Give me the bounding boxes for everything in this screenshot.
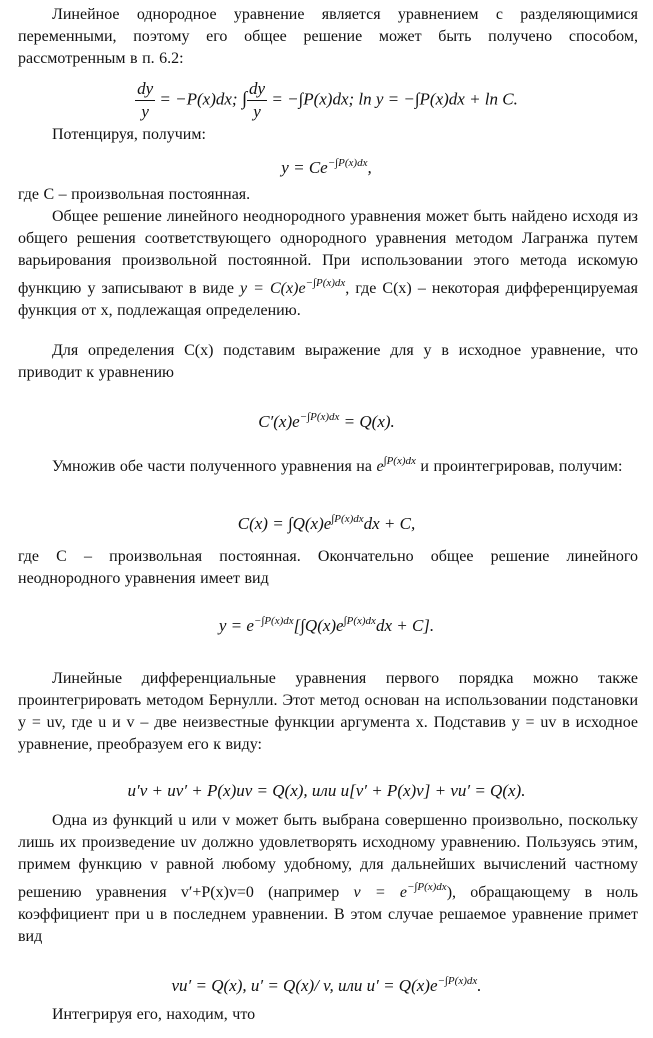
inline-formula-v: $v = e^{-\int P(x)dx}$: [353, 881, 447, 901]
equation-u-prime: vu′ = Q(x), u′ = Q(x)/ v, или $u' = Q(x)e^{-\int P(x)dx}$.: [171, 975, 482, 995]
fraction-dy-y: $\frac{dy}{y}$: [137, 79, 154, 121]
paragraph-multiply: Умножив обе части полученного уравнения на $e^{\int P(x)dx}$ и проинтегрировав, получим:: [52, 455, 623, 475]
paragraph-bernoulli-method: Линейные дифференциальные уравнения первого порядка можно также проинтегрировать методом Бернулли. Этот метод основан на использовании подстановки y = uv, где u и v – две неизвестные функции аргумента x. Подставив y = uv в исходное уравнение, преобразуем его к виду:: [18, 670, 638, 753]
equation-bernoulli-substitution: u′v + uv′ + P(x)uv = Q(x), или u[v′ + P(x)v] + vu′ = Q(x).: [127, 781, 526, 800]
inline-formula-y-cx: $y = C(x)e^{-\int P(x)dx}$: [239, 277, 346, 297]
equation-cprime: $C'(x)e^{-\int P(x)dx} = Q(x)$.: [258, 411, 395, 431]
equation-cx: $C(x) = \int Q(x)e^{\int P(x)dx}dx + C$,: [237, 513, 416, 533]
paragraph-integrating: Интегрируя его, находим, что: [52, 1006, 256, 1023]
paragraph-potentiating: Потенцируя, получим:: [52, 126, 206, 143]
equation-general-solution: $y = e^{-\int P(x)dx}[\int Q(x)e^{\int P(x)dx}dx + C]$.: [218, 615, 435, 635]
equation-separation: $\frac{dy}{y}$ = −P(x)dx; ∫ $\frac{dy}{y}$ = −∫P(x)dx; ln y = −∫P(x)dx + ln C.: [137, 79, 518, 121]
paragraph-determine-cx: Для определения C(x) подставим выражение для y в исходное уравнение, что приводит к уравнению: [18, 342, 638, 381]
inline-formula-exp: $e^{\int P(x)dx}$: [376, 455, 416, 475]
paragraph-homogeneous-equation: Линейное однородное уравнение является уравнением с разделяющимися переменными, поэтому его общее решение может быть получено способом, рассмотренным в п. 6.2:: [18, 6, 638, 67]
paragraph-choose-v: Одна из функций u или v может быть выбрана совершенно произвольно, поскольку лишь их произведение uv должно удовлетворять исходному уравнению. Пользуясь этим, примем функцию v равной любому удобному, для дальнейших вычислений частному решению уравнения v′+P(x)v=0 (например $v = e^{-\int P(x)dx}$), обращающему в ноль коэффициент при u в последнем уравнении. В этом случае решаемое уравнение примет вид: [18, 812, 639, 945]
fraction-dy-y-integral: $\frac{dy}{y}$: [249, 79, 266, 121]
paragraph-constant-note: где C – произвольная постоянная.: [18, 186, 251, 203]
paragraph-lagrange-method: Общее решение линейного неоднородного уравнения может быть найдено исходя из общего решения соответствующего однородного уравнения методом Лагранжа путем варьирования произвольной постоянной. При использовании этого метода искомую функцию y записывают в виде $y = C(x)e^{-\int P(x)dx}$, где C(x) – некоторая дифференцируемая функция от x, подлежащая определению.: [18, 208, 638, 319]
equation-homogeneous-solution: $y = Ce^{-\int P(x)dx}$,: [281, 157, 372, 177]
paragraph-general-solution: где C – произвольная постоянная. Окончательно общее решение линейного неоднородного уравнения имеет вид: [18, 548, 638, 587]
